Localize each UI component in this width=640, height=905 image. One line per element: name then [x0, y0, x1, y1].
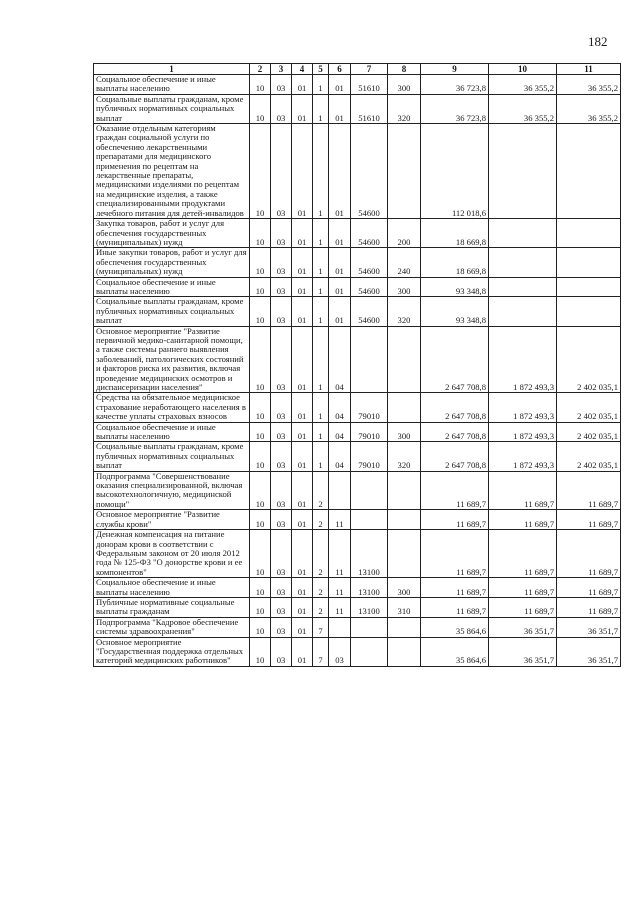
amount-year-1: 36 723,8	[421, 75, 489, 95]
code-subsection: 03	[271, 277, 292, 297]
table-row	[94, 530, 621, 578]
code-subprogram: 2	[313, 597, 329, 617]
code-activity: 11	[329, 510, 351, 530]
row-name: Подпрограмма "Совершенствование оказания специализированной, включая высокотехнологичную, медицинской помощи"	[94, 471, 250, 510]
amount-year-2	[489, 219, 557, 248]
row-name: Закупка товаров, работ и услуг для обеспечения государственных (муниципальных) нужд	[94, 219, 250, 248]
code-subsection: 03	[271, 393, 292, 422]
table-row	[94, 277, 621, 297]
code-subprogram: 2	[313, 510, 329, 530]
code-activity: 01	[329, 75, 351, 95]
code-direction	[351, 326, 388, 393]
table-body	[94, 75, 621, 667]
code-subprogram: 1	[313, 277, 329, 297]
table-row	[94, 442, 621, 471]
row-name: Иные закупки товаров, работ и услуг для обеспечения государственных (муниципальных) нужд	[94, 248, 250, 277]
table-row	[94, 326, 621, 393]
row-name: Социальные выплаты гражданам, кроме публичных нормативных социальных выплат	[94, 442, 250, 471]
code-subprogram: 1	[313, 297, 329, 326]
code-expense-type: 320	[388, 442, 421, 471]
code-subprogram: 2	[313, 578, 329, 598]
code-program: 01	[292, 277, 313, 297]
amount-year-2: 36 355,2	[489, 75, 557, 95]
code-activity: 11	[329, 530, 351, 578]
code-expense-type	[388, 617, 421, 637]
amount-year-3: 36 351,7	[557, 617, 621, 637]
amount-year-1: 18 669,8	[421, 219, 489, 248]
code-expense-type: 310	[388, 597, 421, 617]
code-section: 10	[250, 94, 271, 123]
amount-year-1: 112 018,6	[421, 124, 489, 219]
code-expense-type: 200	[388, 219, 421, 248]
amount-year-3	[557, 219, 621, 248]
code-activity	[329, 471, 351, 510]
budget-table	[93, 63, 621, 667]
code-direction: 13100	[351, 597, 388, 617]
code-direction: 13100	[351, 578, 388, 598]
code-subprogram: 1	[313, 248, 329, 277]
code-direction: 51610	[351, 75, 388, 95]
col-header: 10	[489, 64, 557, 75]
amount-year-2: 36 351,7	[489, 617, 557, 637]
col-header: 1	[94, 64, 250, 75]
row-name: Основное мероприятие "Развитие службы крови"	[94, 510, 250, 530]
code-section: 10	[250, 530, 271, 578]
row-name: Подпрограмма "Кадровое обеспечение системы здравоохранения"	[94, 617, 250, 637]
amount-year-2	[489, 277, 557, 297]
code-activity: 01	[329, 277, 351, 297]
code-subprogram: 1	[313, 422, 329, 442]
amount-year-1: 93 348,8	[421, 297, 489, 326]
code-activity: 04	[329, 422, 351, 442]
code-program: 01	[292, 75, 313, 95]
code-subprogram: 1	[313, 124, 329, 219]
code-program: 01	[292, 597, 313, 617]
amount-year-2: 11 689,7	[489, 597, 557, 617]
code-program: 01	[292, 422, 313, 442]
code-activity: 01	[329, 297, 351, 326]
col-header: 9	[421, 64, 489, 75]
row-name: Публичные нормативные социальные выплаты гражданам	[94, 597, 250, 617]
code-expense-type	[388, 326, 421, 393]
code-expense-type: 300	[388, 422, 421, 442]
code-activity	[329, 617, 351, 637]
code-activity: 01	[329, 219, 351, 248]
code-expense-type: 320	[388, 297, 421, 326]
amount-year-1: 2 647 708,8	[421, 326, 489, 393]
code-expense-type	[388, 124, 421, 219]
code-direction: 54600	[351, 297, 388, 326]
code-subsection: 03	[271, 75, 292, 95]
col-header: 11	[557, 64, 621, 75]
amount-year-2	[489, 248, 557, 277]
code-subsection: 03	[271, 326, 292, 393]
code-subprogram: 1	[313, 442, 329, 471]
amount-year-2	[489, 124, 557, 219]
code-subprogram: 7	[313, 637, 329, 666]
code-subsection: 03	[271, 471, 292, 510]
code-section: 10	[250, 510, 271, 530]
code-program: 01	[292, 219, 313, 248]
amount-year-1: 18 669,8	[421, 248, 489, 277]
table-row	[94, 510, 621, 530]
code-subsection: 03	[271, 597, 292, 617]
col-header: 5	[313, 64, 329, 75]
amount-year-1: 11 689,7	[421, 510, 489, 530]
col-header: 6	[329, 64, 351, 75]
row-name: Социальное обеспечение и иные выплаты населению	[94, 422, 250, 442]
code-activity: 11	[329, 578, 351, 598]
table-row	[94, 471, 621, 510]
code-section: 10	[250, 597, 271, 617]
code-subprogram: 1	[313, 219, 329, 248]
amount-year-1: 2 647 708,8	[421, 393, 489, 422]
code-section: 10	[250, 75, 271, 95]
code-subprogram: 2	[313, 471, 329, 510]
code-subsection: 03	[271, 617, 292, 637]
table-row	[94, 124, 621, 219]
amount-year-2: 11 689,7	[489, 530, 557, 578]
code-program: 01	[292, 297, 313, 326]
amount-year-1: 93 348,8	[421, 277, 489, 297]
code-program: 01	[292, 442, 313, 471]
col-header: 4	[292, 64, 313, 75]
code-subprogram: 1	[313, 75, 329, 95]
table-row	[94, 297, 621, 326]
amount-year-2: 1 872 493,3	[489, 393, 557, 422]
amount-year-2: 36 351,7	[489, 637, 557, 666]
table-row	[94, 597, 621, 617]
code-subsection: 03	[271, 94, 292, 123]
code-subsection: 03	[271, 248, 292, 277]
amount-year-2: 11 689,7	[489, 510, 557, 530]
row-name: Социальное обеспечение и иные выплаты населению	[94, 578, 250, 598]
code-subsection: 03	[271, 578, 292, 598]
code-section: 10	[250, 124, 271, 219]
code-subsection: 03	[271, 442, 292, 471]
code-program: 01	[292, 637, 313, 666]
amount-year-1: 36 723,8	[421, 94, 489, 123]
table-row	[94, 248, 621, 277]
row-name: Социальные выплаты гражданам, кроме публичных нормативных социальных выплат	[94, 94, 250, 123]
table-row	[94, 617, 621, 637]
code-activity: 01	[329, 94, 351, 123]
amount-year-2: 36 355,2	[489, 94, 557, 123]
amount-year-2: 1 872 493,3	[489, 442, 557, 471]
amount-year-3: 36 355,2	[557, 94, 621, 123]
code-direction: 54600	[351, 248, 388, 277]
code-direction	[351, 617, 388, 637]
code-direction: 54600	[351, 124, 388, 219]
code-expense-type: 300	[388, 75, 421, 95]
code-subsection: 03	[271, 422, 292, 442]
code-section: 10	[250, 637, 271, 666]
code-section: 10	[250, 617, 271, 637]
row-name: Социальные выплаты гражданам, кроме публичных нормативных социальных выплат	[94, 297, 250, 326]
table-row	[94, 422, 621, 442]
code-direction	[351, 510, 388, 530]
amount-year-3: 11 689,7	[557, 597, 621, 617]
col-header: 8	[388, 64, 421, 75]
amount-year-3: 11 689,7	[557, 471, 621, 510]
table-row	[94, 219, 621, 248]
amount-year-1: 11 689,7	[421, 578, 489, 598]
code-subsection: 03	[271, 530, 292, 578]
code-activity: 01	[329, 124, 351, 219]
code-expense-type: 240	[388, 248, 421, 277]
code-direction: 79010	[351, 442, 388, 471]
amount-year-3: 2 402 035,1	[557, 393, 621, 422]
code-program: 01	[292, 248, 313, 277]
table-row	[94, 94, 621, 123]
code-direction: 79010	[351, 422, 388, 442]
code-section: 10	[250, 277, 271, 297]
code-activity: 01	[329, 248, 351, 277]
amount-year-2: 11 689,7	[489, 578, 557, 598]
amount-year-2	[489, 297, 557, 326]
amount-year-3: 2 402 035,1	[557, 442, 621, 471]
amount-year-1: 35 864,6	[421, 637, 489, 666]
table-row	[94, 393, 621, 422]
code-subsection: 03	[271, 297, 292, 326]
amount-year-1: 2 647 708,8	[421, 442, 489, 471]
code-subsection: 03	[271, 219, 292, 248]
code-section: 10	[250, 422, 271, 442]
amount-year-1: 35 864,6	[421, 617, 489, 637]
code-direction: 54600	[351, 219, 388, 248]
row-name: Средства на обязательное медицинское страхование неработающего населения в качестве уплаты страховых взносов	[94, 393, 250, 422]
code-program: 01	[292, 124, 313, 219]
code-section: 10	[250, 442, 271, 471]
amount-year-3	[557, 248, 621, 277]
amount-year-1: 11 689,7	[421, 597, 489, 617]
col-header: 3	[271, 64, 292, 75]
code-direction: 13100	[351, 530, 388, 578]
code-section: 10	[250, 219, 271, 248]
code-program: 01	[292, 94, 313, 123]
code-direction: 54600	[351, 277, 388, 297]
code-expense-type: 320	[388, 94, 421, 123]
amount-year-3: 11 689,7	[557, 578, 621, 598]
table-row	[94, 75, 621, 95]
code-expense-type: 300	[388, 578, 421, 598]
code-program: 01	[292, 510, 313, 530]
amount-year-2: 1 872 493,3	[489, 326, 557, 393]
amount-year-1: 11 689,7	[421, 471, 489, 510]
code-section: 10	[250, 297, 271, 326]
code-direction: 79010	[351, 393, 388, 422]
amount-year-3	[557, 124, 621, 219]
header-row	[94, 64, 621, 75]
code-activity: 03	[329, 637, 351, 666]
code-subprogram: 1	[313, 393, 329, 422]
code-program: 01	[292, 578, 313, 598]
amount-year-3	[557, 277, 621, 297]
amount-year-3: 2 402 035,1	[557, 422, 621, 442]
table-row	[94, 578, 621, 598]
amount-year-3: 11 689,7	[557, 530, 621, 578]
code-expense-type	[388, 530, 421, 578]
code-section: 10	[250, 578, 271, 598]
amount-year-2: 1 872 493,3	[489, 422, 557, 442]
code-direction	[351, 637, 388, 666]
col-header: 2	[250, 64, 271, 75]
col-header: 7	[351, 64, 388, 75]
row-name: Социальное обеспечение и иные выплаты населению	[94, 277, 250, 297]
code-subsection: 03	[271, 510, 292, 530]
code-program: 01	[292, 471, 313, 510]
amount-year-3: 11 689,7	[557, 510, 621, 530]
code-activity: 11	[329, 597, 351, 617]
code-activity: 04	[329, 326, 351, 393]
code-section: 10	[250, 248, 271, 277]
amount-year-2: 11 689,7	[489, 471, 557, 510]
amount-year-1: 2 647 708,8	[421, 422, 489, 442]
row-name: Социальное обеспечение и иные выплаты населению	[94, 75, 250, 95]
code-expense-type	[388, 637, 421, 666]
code-program: 01	[292, 530, 313, 578]
code-subprogram: 7	[313, 617, 329, 637]
amount-year-3: 36 355,2	[557, 75, 621, 95]
amount-year-3: 2 402 035,1	[557, 326, 621, 393]
code-direction: 51610	[351, 94, 388, 123]
code-expense-type: 300	[388, 277, 421, 297]
code-section: 10	[250, 326, 271, 393]
page-number: 182	[588, 34, 608, 49]
code-activity: 04	[329, 442, 351, 471]
code-subprogram: 2	[313, 530, 329, 578]
amount-year-3: 36 351,7	[557, 637, 621, 666]
code-subsection: 03	[271, 637, 292, 666]
code-expense-type	[388, 510, 421, 530]
code-subprogram: 1	[313, 326, 329, 393]
row-name: Денежная компенсация на питание донорам крови в соответствии с Федеральным законом от 20 июля 2012 года № 125-ФЗ "О донорстве крови и ее компонентов"	[94, 530, 250, 578]
table-row	[94, 637, 621, 666]
code-program: 01	[292, 617, 313, 637]
code-activity: 04	[329, 393, 351, 422]
code-section: 10	[250, 471, 271, 510]
code-section: 10	[250, 393, 271, 422]
code-expense-type	[388, 471, 421, 510]
code-subsection: 03	[271, 124, 292, 219]
row-name: Основное мероприятие "Развитие первичной медико-санитарной помощи, а также системы раннего выявления заболеваний, патологических состояний и факторов риска их развития, включая проведение медицинских осмотров и диспансеризации населения"	[94, 326, 250, 393]
code-expense-type	[388, 393, 421, 422]
code-program: 01	[292, 393, 313, 422]
row-name: Оказание отдельным категориям граждан социальной услуги по обеспечению лекарственными препаратами для медицинского применения по рецептам на лекарственные препараты, медицинскими изделиями по рецептам на медицинские изделия, а также специализированными продуктами лечебного питания для детей-инвалидов	[94, 124, 250, 219]
code-program: 01	[292, 326, 313, 393]
amount-year-1: 11 689,7	[421, 530, 489, 578]
code-subprogram: 1	[313, 94, 329, 123]
code-direction	[351, 471, 388, 510]
amount-year-3	[557, 297, 621, 326]
row-name: Основное мероприятие "Государственная поддержка отдельных категорий медицинских работников"	[94, 637, 250, 666]
